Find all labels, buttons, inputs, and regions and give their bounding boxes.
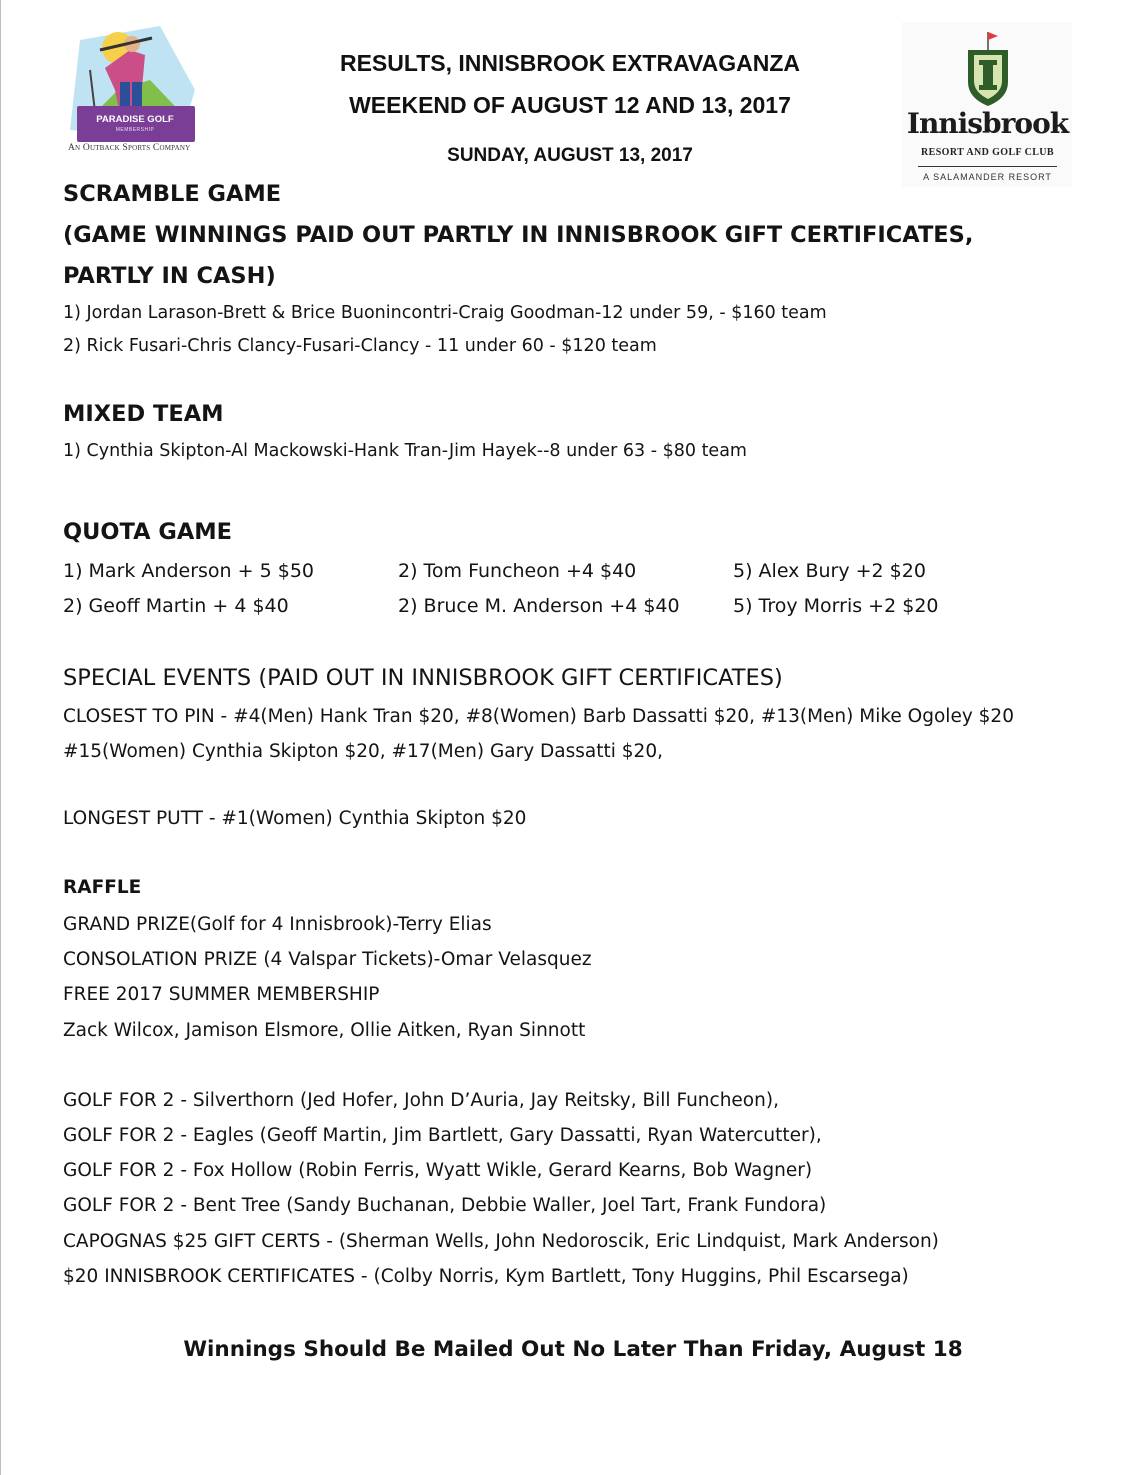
page-edge <box>0 0 1 1475</box>
raffle-line: FREE 2017 SUMMER MEMBERSHIP <box>63 984 380 1005</box>
mixed-team-result: 1) Cynthia Skipton-Al Mackowski-Hank Tran-Jim Hayek--8 under 63 - $80 team <box>63 441 747 461</box>
date-heading: SUNDAY, AUGUST 13, 2017 <box>447 145 693 166</box>
paradise-golf-membership: MEMBERSHIP <box>115 127 155 133</box>
gift-cert-line: CAPOGNAS $25 GIFT CERTS - (Sherman Wells, John Nedoroscik, Eric Lindquist, Mark Anderson) <box>63 1231 939 1252</box>
longest-putt-line: LONGEST PUTT - #1(Women) Cynthia Skipton $20 <box>63 808 527 829</box>
quota-heading: QUOTA GAME <box>63 519 233 545</box>
golf-prize-line: GOLF FOR 2 - Fox Hollow (Robin Ferris, Wyatt Wikle, Gerard Kearns, Bob Wagner) <box>63 1160 813 1181</box>
quota-result: 5) Alex Bury +2 $20 <box>733 560 926 582</box>
scramble-result: 1) Jordan Larason-Brett & Brice Buonincontri-Craig Goodman-12 under 59, - $160 team <box>63 303 827 323</box>
quota-result: 5) Troy Morris +2 $20 <box>733 595 939 617</box>
quota-result: 2) Tom Funcheon +4 $40 <box>398 560 637 582</box>
golf-prize-line: GOLF FOR 2 - Eagles (Geoff Martin, Jim Bartlett, Gary Dassatti, Ryan Watercutter), <box>63 1125 822 1146</box>
raffle-line: Zack Wilcox, Jamison Elsmore, Ollie Aitken, Ryan Sinnott <box>63 1020 586 1041</box>
special-events-heading: SPECIAL EVENTS (PAID OUT IN INNISBROOK GIFT CERTIFICATES) <box>63 665 783 691</box>
raffle-line: GRAND PRIZE(Golf for 4 Innisbrook)-Terry Elias <box>63 914 492 935</box>
quota-result: 1) Mark Anderson + 5 $50 <box>63 560 314 582</box>
closest-to-pin-line-1: CLOSEST TO PIN - #4(Men) Hank Tran $20, #8(Women) Barb Dassatti $20, #13(Men) Mike Ogoley $20 <box>63 706 1014 727</box>
weekend-heading: WEEKEND OF AUGUST 12 AND 13, 2017 <box>349 92 791 118</box>
mixed-team-heading: MIXED TEAM <box>63 401 224 427</box>
document-title: RESULTS, INNISBROOK EXTRAVAGANZA <box>339 50 800 76</box>
innisbrook-wordmark: Innisbrook <box>906 107 1069 140</box>
raffle-line: CONSOLATION PRIZE (4 Valspar Tickets)-Omar Velasquez <box>63 949 592 970</box>
golf-prize-line: GOLF FOR 2 - Silverthorn (Jed Hofer, John D’Auria, Jay Reitsky, Bill Funcheon), <box>63 1090 779 1111</box>
gift-cert-line: $20 INNISBROOK CERTIFICATES - (Colby Norris, Kym Bartlett, Tony Huggins, Phil Escarsega) <box>63 1266 909 1287</box>
innisbrook-tagline: A SALAMANDER RESORT <box>923 172 1052 182</box>
paradise-golf-logo <box>60 20 200 160</box>
mailing-notice: Winnings Should Be Mailed Out No Later Than Friday, August 18 <box>183 1337 963 1362</box>
innisbrook-subtitle: RESORT AND GOLF CLUB <box>921 147 1054 158</box>
paradise-golf-tagline: An Outback Sports Company <box>68 143 191 153</box>
scramble-heading: SCRAMBLE GAME <box>63 181 282 207</box>
scramble-result: 2) Rick Fusari-Chris Clancy-Fusari-Clancy - 11 under 60 - $120 team <box>63 336 657 356</box>
paradise-golf-name: PARADISE GOLF <box>96 114 174 125</box>
scramble-note-line-2: PARTLY IN CASH) <box>63 263 276 289</box>
closest-to-pin-line-2: #15(Women) Cynthia Skipton $20, #17(Men) Gary Dassatti $20, <box>63 741 663 762</box>
quota-result: 2) Geoff Martin + 4 $40 <box>63 595 289 617</box>
golf-prize-line: GOLF FOR 2 - Bent Tree (Sandy Buchanan, Debbie Waller, Joel Tart, Frank Fundora) <box>63 1195 827 1216</box>
raffle-heading: RAFFLE <box>63 877 142 898</box>
quota-result: 2) Bruce M. Anderson +4 $40 <box>398 595 680 617</box>
scramble-note-line-1: (GAME WINNINGS PAID OUT PARTLY IN INNISBROOK GIFT CERTIFICATES, <box>63 222 974 248</box>
